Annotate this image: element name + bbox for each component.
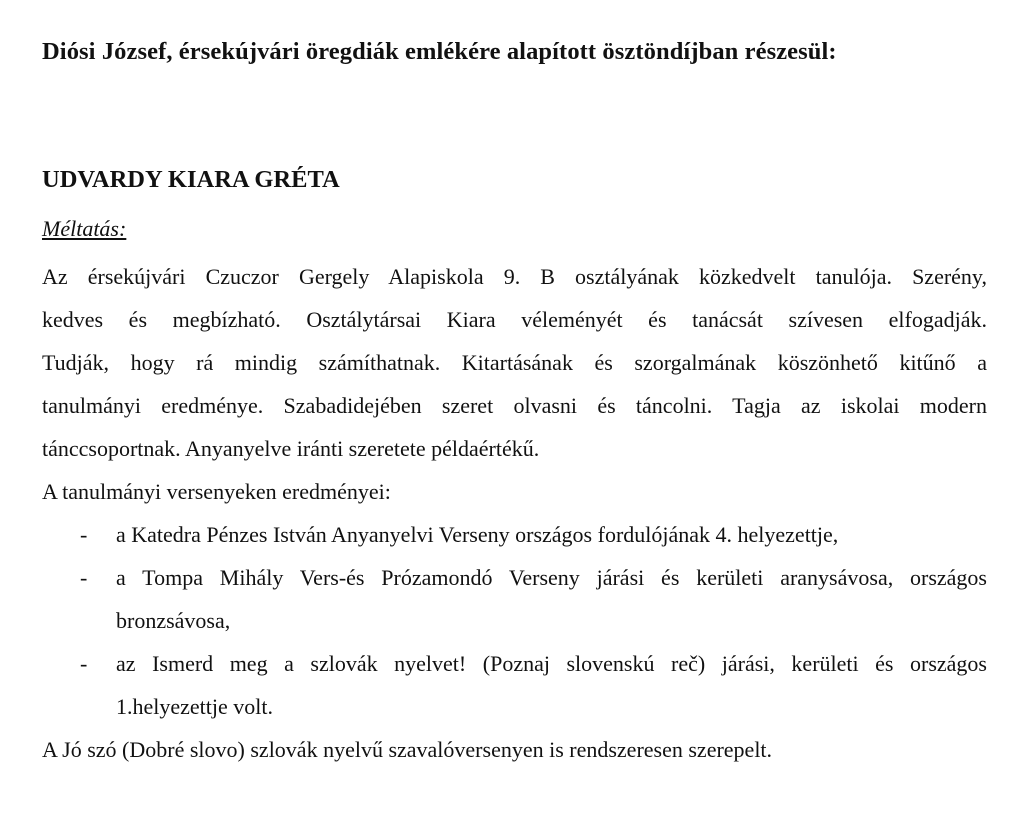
paragraph-line: tanulmányi eredménye. Szabadidejében szeret olvasni és táncolni. Tagja az iskolai modern [42, 393, 987, 418]
closing-sentence: A Jó szó (Dobré slovo) szlovák nyelvű szavalóversenyen is rendszeresen szerepelt. [42, 737, 773, 762]
bullet-dash: - [80, 565, 88, 590]
result-list-item [80, 513, 987, 556]
result-line: az Ismerd meg a szlovák nyelvet! (Poznaj slovenskú reč) járási, kerületi és országos [116, 651, 987, 676]
paragraph-line: Az érsekújvári Czuczor Gergely Alapiskola 9. B osztályának közkedvelt tanulója. Szerény, [42, 264, 987, 289]
result-list-item [80, 556, 987, 642]
paragraph-line: tánccsoportnak. Anyanyelve iránti szeretete példaértékű. [42, 436, 540, 461]
paragraph-line: kedves és megbízható. Osztálytársai Kiara véleményét és tanácsát szívesen elfogadják. [42, 307, 987, 332]
result-line: a Tompa Mihály Vers-és Prózamondó Verseny járási és kerületi aranysávosa, országos [116, 565, 987, 590]
results-intro: A tanulmányi versenyeken eredményei: [42, 479, 391, 504]
appraisal-paragraph [42, 255, 987, 470]
bullet-dash: - [80, 651, 88, 676]
recipient-name: UDVARDY KIARA GRÉTA [42, 166, 340, 193]
bullet-dash: - [80, 522, 88, 547]
result-line: bronzsávosa, [116, 608, 231, 633]
result-line: 1.helyezettje volt. [116, 694, 273, 719]
result-line: a Katedra Pénzes István Anyanyelvi Verseny országos fordulójának 4. helyezettje, [116, 522, 839, 547]
result-list-item [80, 642, 987, 728]
appraisal-label: Méltatás: [42, 216, 127, 241]
scholarship-heading: Diósi József, érsekújvári öregdiák emlékére alapított ösztöndíjban részesül: [42, 38, 837, 65]
paragraph-line: Tudják, hogy rá mindig számíthatnak. Kitartásának és szorgalmának köszönhető kitűnő a [42, 350, 987, 375]
